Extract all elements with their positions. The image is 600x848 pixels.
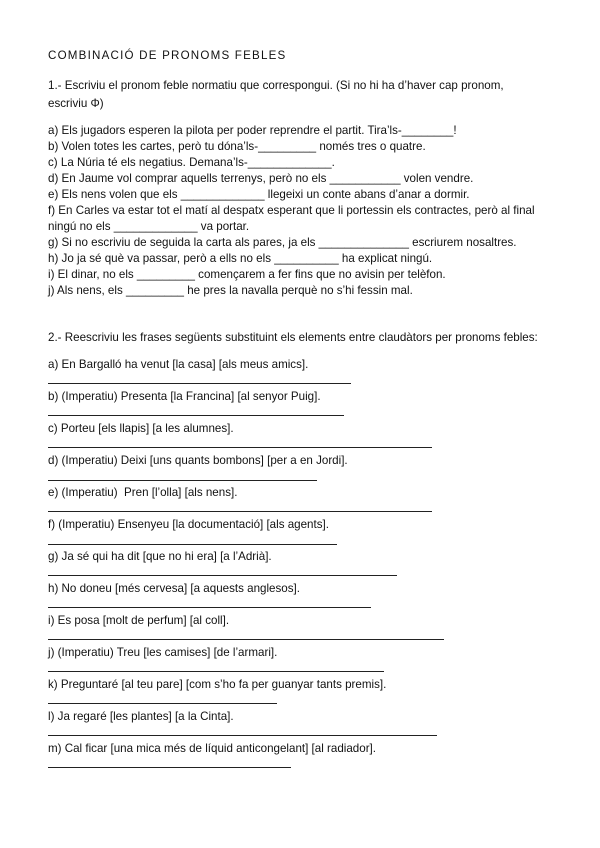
exercise-2-instruction: 2.- Reescriviu les frases següents substituint els elements entre claudàtors per pronoms febles: (48, 331, 538, 344)
exercise-2-item-l: l) Ja regaré [les plantes] [a la Cinta]. (48, 710, 234, 723)
answer-line-h (48, 607, 371, 608)
exercise-2-item-k: k) Preguntaré [al teu pare] [com s’ho fa per guanyar tants premis]. (48, 678, 387, 691)
exercise-1-item-j: j) Als nens, els _________ he pres la navalla perquè no s’hi fessin mal. (48, 284, 413, 297)
exercise-2-item-e: e) (Imperatiu) Pren [l’olla] [als nens]. (48, 486, 238, 499)
exercise-1-item-e: e) Els nens volen que els _____________ llegeixi un conte abans d’anar a dormir. (48, 188, 470, 201)
answer-line-c (48, 447, 432, 448)
exercise-2-item-h: h) No doneu [més cervesa] [a aquests anglesos]. (48, 582, 300, 595)
exercise-1-item-g: g) Si no escriviu de seguida la carta als pares, ja els ______________ escriurem nosaltres. (48, 236, 517, 249)
exercise-1-item-c: c) La Núria té els negatius. Demana’ls-_____________. (48, 156, 335, 169)
exercise-2-item-a: a) En Bargalló ha venut [la casa] [als meus amics]. (48, 358, 309, 371)
answer-line-i (48, 639, 444, 640)
exercise-2-item-g: g) Ja sé qui ha dit [que no hi era] [a l’Adrià]. (48, 550, 272, 563)
answer-line-e (48, 511, 432, 512)
answer-line-j (48, 671, 384, 672)
answer-line-f (48, 544, 337, 545)
exercise-1-item-b: b) Volen totes les cartes, però tu dóna’ls-_________ només tres o quatre. (48, 140, 426, 153)
exercise-2-item-j: j) (Imperatiu) Treu [les camises] [de l’armari]. (48, 646, 278, 659)
exercise-1-item-f-cont: ningú no els _____________ va portar. (48, 220, 250, 233)
exercise-1-item-f: f) En Carles va estar tot el matí al despatx esperant que li portessin els contractes, però al final (48, 204, 535, 217)
exercise-1-instruction-cont: escriviu Φ) (48, 97, 104, 110)
answer-line-a (48, 383, 351, 384)
answer-line-k (48, 703, 277, 704)
answer-line-g (48, 575, 397, 576)
exercise-2-item-i: i) Es posa [molt de perfum] [al coll]. (48, 614, 230, 627)
answer-line-l (48, 735, 437, 736)
exercise-1-item-h: h) Jo ja sé què va passar, però a ells no els __________ ha explicat ningú. (48, 252, 433, 265)
exercise-1-item-d: d) En Jaume vol comprar aquells terrenys, però no els ___________ volen vendre. (48, 172, 474, 185)
exercise-1-item-i: i) El dinar, no els _________ començarem a fer fins que no avisin per telèfon. (48, 268, 446, 281)
exercise-1-item-a: a) Els jugadors esperen la pilota per poder reprendre el partit. Tira’ls-________! (48, 124, 457, 137)
exercise-2-item-c: c) Porteu [els llapis] [a les alumnes]. (48, 422, 234, 435)
exercise-2-item-m: m) Cal ficar [una mica més de líquid anticongelant] [al radiador]. (48, 742, 377, 755)
exercise-2-item-f: f) (Imperatiu) Ensenyeu [la documentació] [als agents]. (48, 518, 329, 531)
exercise-1-instruction: 1.- Escriviu el pronom feble normatiu que correspongui. (Si no hi ha d’haver cap pronom, (48, 79, 504, 92)
page-title: COMBINACIÓ DE PRONOMS FEBLES (48, 49, 287, 62)
answer-line-d (48, 480, 317, 481)
exercise-2-item-b: b) (Imperatiu) Presenta [la Francina] [al senyor Puig]. (48, 390, 321, 403)
answer-line-b (48, 415, 344, 416)
answer-line-m (48, 767, 291, 768)
exercise-2-item-d: d) (Imperatiu) Deixi [uns quants bombons] [per a en Jordi]. (48, 454, 348, 467)
